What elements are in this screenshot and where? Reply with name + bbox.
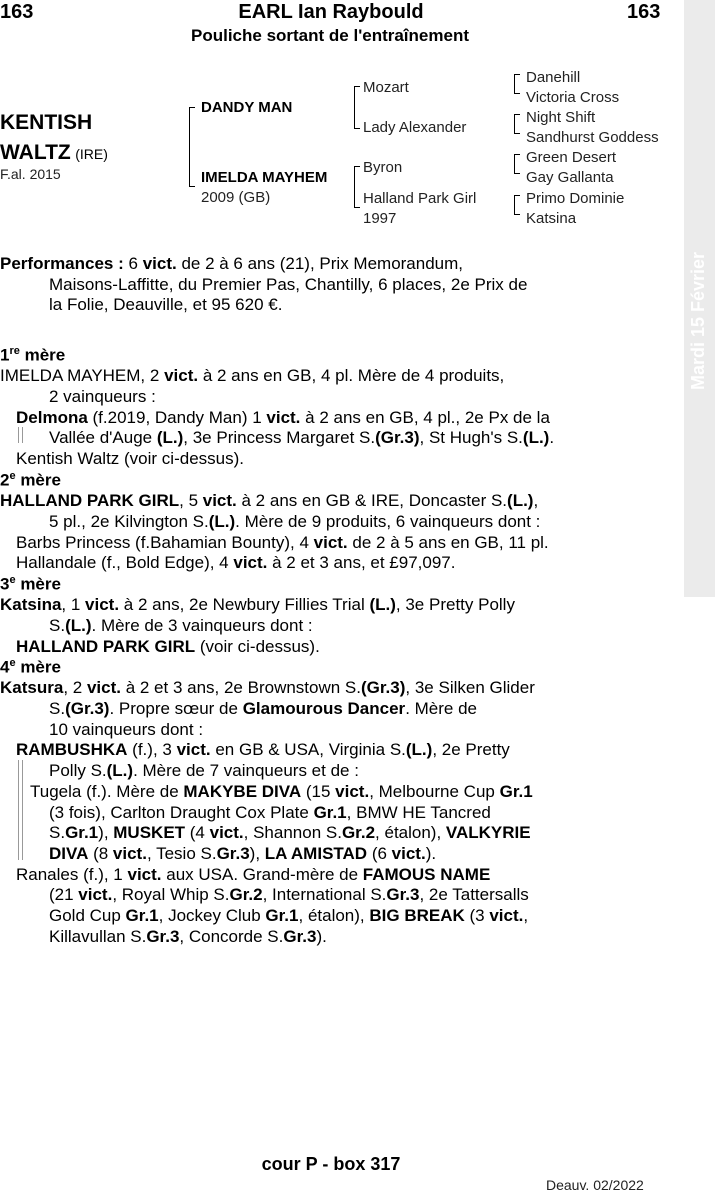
pedigree-gg8: Katsina bbox=[526, 210, 577, 227]
third-dam-section: 3e mère Katsina, 1 vict. à 2 ans, 2e Newbury Fillies Trial (L.), 3e Pretty Polly S.(L.). Mère de 3 vainqueurs dont : HALLAND PARK GIRL (voir ci-dessus). bbox=[0, 570, 662, 657]
second-dam-section: 2e mère HALLAND PARK GIRL, 5 vict. à 2 ans en GB & IRE, Doncaster S.(L.), 5 pl., 2e Kilvington S.(L.). Mère de 9 produits, 6 vainqueurs dont : Barbs Princess (f.Bahamian Bounty), 4 vict. de 2 à 5 ans en GB, 11 pl. Hallandale (f., Bold Edge), 4 vict. à 2 et 3 ans, et £97,097. bbox=[0, 466, 662, 574]
pedigree-bracket-main bbox=[189, 107, 195, 187]
horse-info: F.al. 2015 bbox=[0, 166, 61, 182]
indent-bar bbox=[18, 760, 23, 860]
pedigree-gg3: Night Shift bbox=[526, 109, 596, 126]
horse-name-line1: KENTISH bbox=[0, 111, 93, 134]
lot-number-left: 163 bbox=[0, 1, 34, 23]
pedigree-sire-dam: Lady Alexander bbox=[363, 119, 467, 136]
pedigree-dam: IMELDA MAYHEM bbox=[201, 169, 328, 186]
indent-bar bbox=[18, 427, 23, 443]
pedigree-dam-dam: Halland Park Girl bbox=[363, 190, 477, 207]
horse-origin: (IRE) bbox=[75, 146, 108, 162]
section-heading-2e-mere: 2e mère bbox=[0, 470, 61, 490]
pedigree-bracket-g4 bbox=[514, 195, 520, 215]
pedigree-gg5: Green Desert bbox=[526, 149, 617, 166]
performances-block: Performances : 6 vict. de 2 à 6 ans (21), Prix Memorandum, Maisons-Laffitte, du Premier Pas, Chantilly, 6 places, 2e Prix de la Folie, Deauville, et 95 620 €. bbox=[0, 254, 528, 315]
stable-location: cour P - box 317 bbox=[261, 1154, 401, 1174]
pedigree-bracket-g3 bbox=[514, 154, 520, 174]
pedigree-gg4: Sandhurst Goddess bbox=[526, 129, 659, 146]
pedigree-bracket-g1 bbox=[514, 74, 520, 94]
fourth-dam-section: 4e mère Katsura, 2 vict. à 2 et 3 ans, 2e Brownstown S.(Gr.3), 3e Silken Glider S.(Gr.3). Propre sœur de Glamourous Dancer. Mère de 10 vainqueurs dont : RAMBUSHKA (f.), 3 vict. en GB & USA, Virginia S.(L.), 2e Pretty Polly S.(L.). Mère de 7 vainqueurs et de : Tugela (f.). Mère de MAKYBE DIVA (15 vict., Melbourne Cup Gr.1 (3 fois), Carlton Draught Cox Plate Gr.1, BMW HE Tancred S.Gr.1), MUSKET (4 vict., Shannon S.Gr.2, étalon), VALKYRIE DIVA (8 vict., Tesio S.Gr.3), LA AMISTAD (6 vict.). Ranales (f.), 1 vict. aux USA. Grand-mère de FAMOUS NAME (21 vict., Royal Whip S.Gr.2, International S.Gr.3, 2e Tattersalls Gold Cup Gr.1, Jockey Club Gr.1, étalon), BIG BREAK (3 vict., Killavullan S.Gr.3, Concorde S.Gr.3). bbox=[0, 653, 662, 948]
section-heading-4e-mere: 4e mère bbox=[0, 657, 61, 677]
lot-subtitle: Pouliche sortant de l'entraînement bbox=[191, 26, 469, 45]
sale-reference: Deauv. 02/2022 bbox=[546, 1177, 644, 1193]
horse-name-line2: WALTZ (IRE) bbox=[0, 141, 108, 164]
sale-day-label: Mardi 15 Février bbox=[688, 251, 708, 390]
section-heading-3e-mere: 3e mère bbox=[0, 574, 61, 594]
first-dam-section: 1re mère IMELDA MAYHEM, 2 vict. à 2 ans en GB, 4 pl. Mère de 4 produits, 2 vainqueurs : Delmona (f.2019, Dandy Man) 1 vict. à 2 ans en GB, 4 pl., 2e Px de la Vallée d'Auge (L.), 3e Princess Margaret S.(Gr.3), St Hugh's S.(L.). Kentish Waltz (voir ci-dessus). bbox=[0, 341, 662, 470]
pedigree-bracket-sire bbox=[354, 86, 360, 129]
lot-number-right: 163 bbox=[627, 1, 661, 23]
pedigree-gg7: Primo Dominie bbox=[526, 190, 625, 207]
pedigree-bracket-dam bbox=[354, 166, 360, 208]
pedigree-dam-info: 2009 (GB) bbox=[201, 189, 271, 206]
performances-label: Performances : bbox=[0, 254, 124, 273]
pedigree-gg6: Gay Gallanta bbox=[526, 169, 614, 186]
pedigree-sire: DANDY MAN bbox=[201, 99, 293, 116]
pedigree-dam-sire: Byron bbox=[363, 159, 403, 176]
pedigree-bracket-g2 bbox=[514, 114, 520, 134]
section-heading-1re-mere: 1re mère bbox=[0, 345, 66, 365]
pedigree-gg1: Danehill bbox=[526, 69, 581, 86]
pedigree-gg2: Victoria Cross bbox=[526, 89, 620, 106]
pedigree-sire-sire: Mozart bbox=[363, 79, 409, 96]
pedigree-dam-dam-year: 1997 bbox=[363, 210, 397, 227]
consignor-name: EARL Ian Raybould bbox=[238, 1, 424, 23]
